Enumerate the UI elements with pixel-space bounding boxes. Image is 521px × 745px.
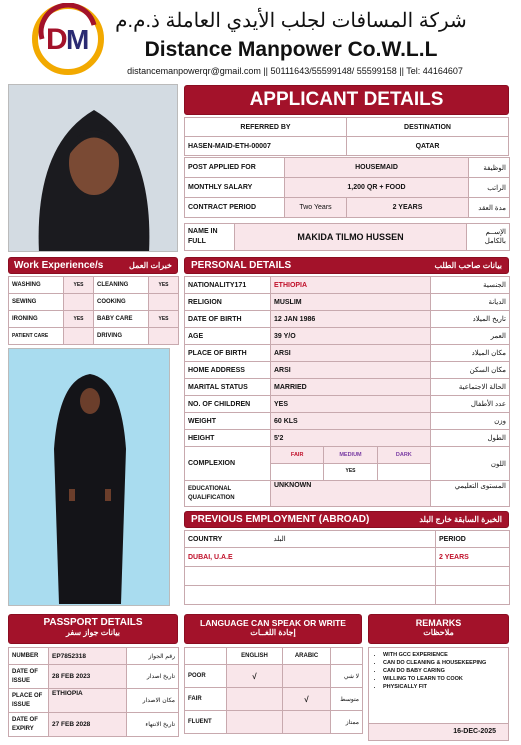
country-value: DUBAI, U.A.E	[185, 548, 436, 567]
language-level: FAIR	[185, 688, 227, 711]
personal-label: HEIGHT	[185, 430, 271, 447]
ref-code: HASEN-MAID-ETH-00007	[185, 137, 347, 156]
education-value: UNKNOWN	[271, 481, 431, 507]
skill-value: YES	[64, 311, 94, 328]
name-label: NAME IN FULL	[185, 224, 235, 251]
skill-value	[149, 294, 179, 311]
referral-table	[184, 117, 509, 156]
job-table	[184, 157, 510, 218]
company-logo	[32, 3, 104, 75]
skill-label: IRONING	[9, 311, 64, 328]
post-label: POST APPLIED FOR	[185, 158, 285, 178]
passport-title-ar: بيانات جواز سفر	[65, 628, 121, 637]
applicant-photo-full-body	[8, 348, 170, 606]
passport-ar: تاريخ الانتهاء	[127, 713, 179, 737]
personal-value: YES	[271, 396, 431, 413]
personal-label: PLACE OF BIRTH	[185, 345, 271, 362]
empty-row	[185, 567, 436, 586]
personal-label: HOME ADDRESS	[185, 362, 271, 379]
personal-label: RELIGION	[185, 294, 271, 311]
personal-ar: مكان الميلاد	[431, 345, 510, 362]
personal-label: MARITAL STATUS	[185, 379, 271, 396]
passport-label: PLACE OF ISSUE	[9, 689, 49, 713]
passport-value: ETHIOPIA	[49, 689, 127, 713]
personal-label: NO. OF CHILDREN	[185, 396, 271, 413]
skill-value: YES	[149, 277, 179, 294]
work-experience-title-ar: خبرات العمل	[129, 261, 172, 270]
language-arabic-mark	[283, 665, 331, 688]
complexion-mark: YES	[324, 464, 377, 480]
personal-label: NATIONALITY171	[185, 277, 271, 294]
language-title-ar: إجادة اللغــات	[250, 628, 296, 637]
remark-item: • CAN DO CLEANING & HOUSEKEEPING	[383, 659, 508, 667]
language-corner-ar	[331, 648, 363, 665]
period-value: 2 YEARS	[436, 548, 510, 567]
empty-row	[185, 586, 436, 605]
language-level-ar: لا شي	[331, 665, 363, 688]
language-col-arabic: ARABIC	[283, 648, 331, 665]
skill-label: COOKING	[94, 294, 149, 311]
contract-label: CONTRACT PERIOD	[185, 198, 285, 218]
language-arabic-mark	[283, 711, 331, 734]
nationality-value: ETHIOPIA	[271, 277, 431, 294]
post-ar: الوظيفة	[469, 158, 510, 178]
passport-value: 27 FEB 2028	[49, 713, 127, 737]
company-name-arabic: شركة المسافات لجلب الأيدي العاملة ذ.م.م	[115, 10, 467, 32]
personal-details-title-ar: بيانات صاحب الطلب	[434, 261, 502, 270]
work-experience-table	[8, 276, 179, 345]
passport-ar: تاريخ اصدار	[127, 665, 179, 689]
passport-header	[8, 614, 178, 644]
skill-value: YES	[149, 311, 179, 328]
personal-label: AGE	[185, 328, 271, 345]
complexion-label: COMPLEXION	[185, 447, 271, 481]
complexion-options	[271, 447, 431, 481]
personal-ar: الديانة	[431, 294, 510, 311]
passport-table	[8, 647, 179, 737]
work-experience-title: Work Experience/s	[14, 260, 104, 271]
remark-item: • WITH GCC EXPERIENCE	[383, 651, 508, 659]
remarks-header	[368, 614, 509, 644]
personal-label: WEIGHT	[185, 413, 271, 430]
destination-value: QATAR	[347, 137, 509, 156]
svg-text:D: D	[46, 23, 68, 56]
personal-ar: وزن	[431, 413, 510, 430]
language-arabic-mark: √	[283, 688, 331, 711]
country-ar: البلد	[271, 531, 436, 548]
previous-employment-table	[184, 530, 510, 605]
previous-employment-title-ar: الخبرة السابقة خارج البلد	[419, 515, 502, 524]
passport-ar: رقم الجواز	[127, 648, 179, 665]
language-english-mark: √	[227, 665, 283, 688]
skill-label: SEWING	[9, 294, 64, 311]
skill-value	[64, 328, 94, 345]
skill-value	[64, 294, 94, 311]
personal-ar: مكان السكن	[431, 362, 510, 379]
skill-label: BABY CARE	[94, 311, 149, 328]
remarks-title-ar: ملاحظات	[423, 628, 454, 637]
skill-label: CLEANING	[94, 277, 149, 294]
language-level: POOR	[185, 665, 227, 688]
personal-value: 5'2	[271, 430, 431, 447]
remarks-title: REMARKS	[415, 618, 462, 628]
skill-label: DRIVING	[94, 328, 149, 345]
empty-cell	[436, 567, 510, 586]
complexion-medium: MEDIUM	[324, 447, 377, 463]
language-corner	[185, 648, 227, 665]
language-table	[184, 647, 363, 734]
passport-label: DATE OF ISSUE	[9, 665, 49, 689]
personal-value: MARRIED	[271, 379, 431, 396]
personal-details-title: PERSONAL DETAILS	[191, 260, 292, 271]
personal-value: 39 Y/O	[271, 328, 431, 345]
language-level: FLUENT	[185, 711, 227, 734]
language-title: LANGUAGE CAN SPEAK OR WRITE	[200, 618, 346, 628]
personal-details-header	[184, 257, 509, 274]
company-name-english: Distance Manpower Co.W.L.L	[144, 38, 438, 61]
period-label: PERIOD	[436, 531, 510, 548]
contract-value-words: Two Years	[285, 198, 347, 218]
remark-item: • WILLING TO LEARN TO COOK	[383, 675, 508, 683]
language-level-ar: ممتاز	[331, 711, 363, 734]
education-label: EDUCATIONAL QUALIFICATION	[185, 481, 271, 507]
skill-value	[149, 328, 179, 345]
country-label: COUNTRY	[185, 531, 271, 548]
personal-ar: الطول	[431, 430, 510, 447]
referred-by-label: REFERRED BY	[185, 118, 347, 137]
svg-text:M: M	[66, 24, 90, 55]
remarks-date: 16-DEC-2025	[369, 723, 508, 740]
salary-label: MONTHLY SALARY	[185, 178, 285, 198]
previous-employment-title: PREVIOUS EMPLOYMENT (ABROAD)	[191, 514, 370, 525]
previous-employment-header	[184, 511, 509, 528]
education-ar: المستوى التعليمي	[431, 481, 510, 507]
remarks-list	[369, 651, 508, 691]
personal-details-table	[184, 276, 510, 507]
applicant-name: MAKIDA TILMO HUSSEN	[235, 224, 467, 251]
personal-ar: العمر	[431, 328, 510, 345]
passport-value: 28 FEB 2023	[49, 665, 127, 689]
complexion-fair: FAIR	[271, 447, 324, 463]
language-level-ar: متوسط	[331, 688, 363, 711]
destination-label: DESTINATION	[347, 118, 509, 137]
name-ar: الإســم بالكامل	[467, 224, 510, 251]
complexion-dark: DARK	[378, 447, 430, 463]
contract-ar: مدة العقد	[469, 198, 510, 218]
remarks-box	[368, 647, 509, 741]
skill-label: PATIENT CARE	[9, 328, 64, 345]
salary-ar: الراتب	[469, 178, 510, 198]
contract-value: 2 YEARS	[347, 198, 469, 218]
language-english-mark	[227, 688, 283, 711]
personal-value: 12 JAN 1986	[271, 311, 431, 328]
personal-ar: عدد الأطفال	[431, 396, 510, 413]
applicant-photo-portrait	[8, 84, 178, 252]
passport-value: EP7852318	[49, 648, 127, 665]
work-experience-header	[8, 257, 178, 274]
personal-label: DATE OF BIRTH	[185, 311, 271, 328]
post-value: HOUSEMAID	[285, 158, 469, 178]
empty-cell	[436, 586, 510, 605]
remark-item: • PHYSICALLY FIT	[383, 683, 508, 691]
language-english-mark	[227, 711, 283, 734]
personal-ar: تاريخ الميلاد	[431, 311, 510, 328]
personal-value: ARSI	[271, 362, 431, 379]
page-title: APPLICANT DETAILS	[184, 85, 509, 115]
salary-value: 1,200 QR + FOOD	[285, 178, 469, 198]
skill-value: YES	[64, 277, 94, 294]
passport-title: PASSPORT DETAILS	[43, 617, 143, 628]
complexion-ar: اللون	[431, 447, 510, 481]
remark-item: • CAN DO BABY CARING	[383, 667, 508, 675]
name-table	[184, 223, 510, 251]
passport-ar: مكان الاصدار	[127, 689, 179, 713]
personal-ar: الجنسية	[431, 277, 510, 294]
passport-label: DATE OF EXPIRY	[9, 713, 49, 737]
personal-value: 60 KLS	[271, 413, 431, 430]
language-col-english: ENGLISH	[227, 648, 283, 665]
passport-label: NUMBER	[9, 648, 49, 665]
language-header	[184, 614, 362, 644]
personal-value: MUSLIM	[271, 294, 431, 311]
personal-ar: الحالة الاجتماعية	[431, 379, 510, 396]
skill-label: WASHING	[9, 277, 64, 294]
company-contact: distancemanpowerqr@gmail.com || 50111643/55599148/ 55599158 || Tel: 44164607	[127, 66, 463, 76]
personal-value: ARSI	[271, 345, 431, 362]
